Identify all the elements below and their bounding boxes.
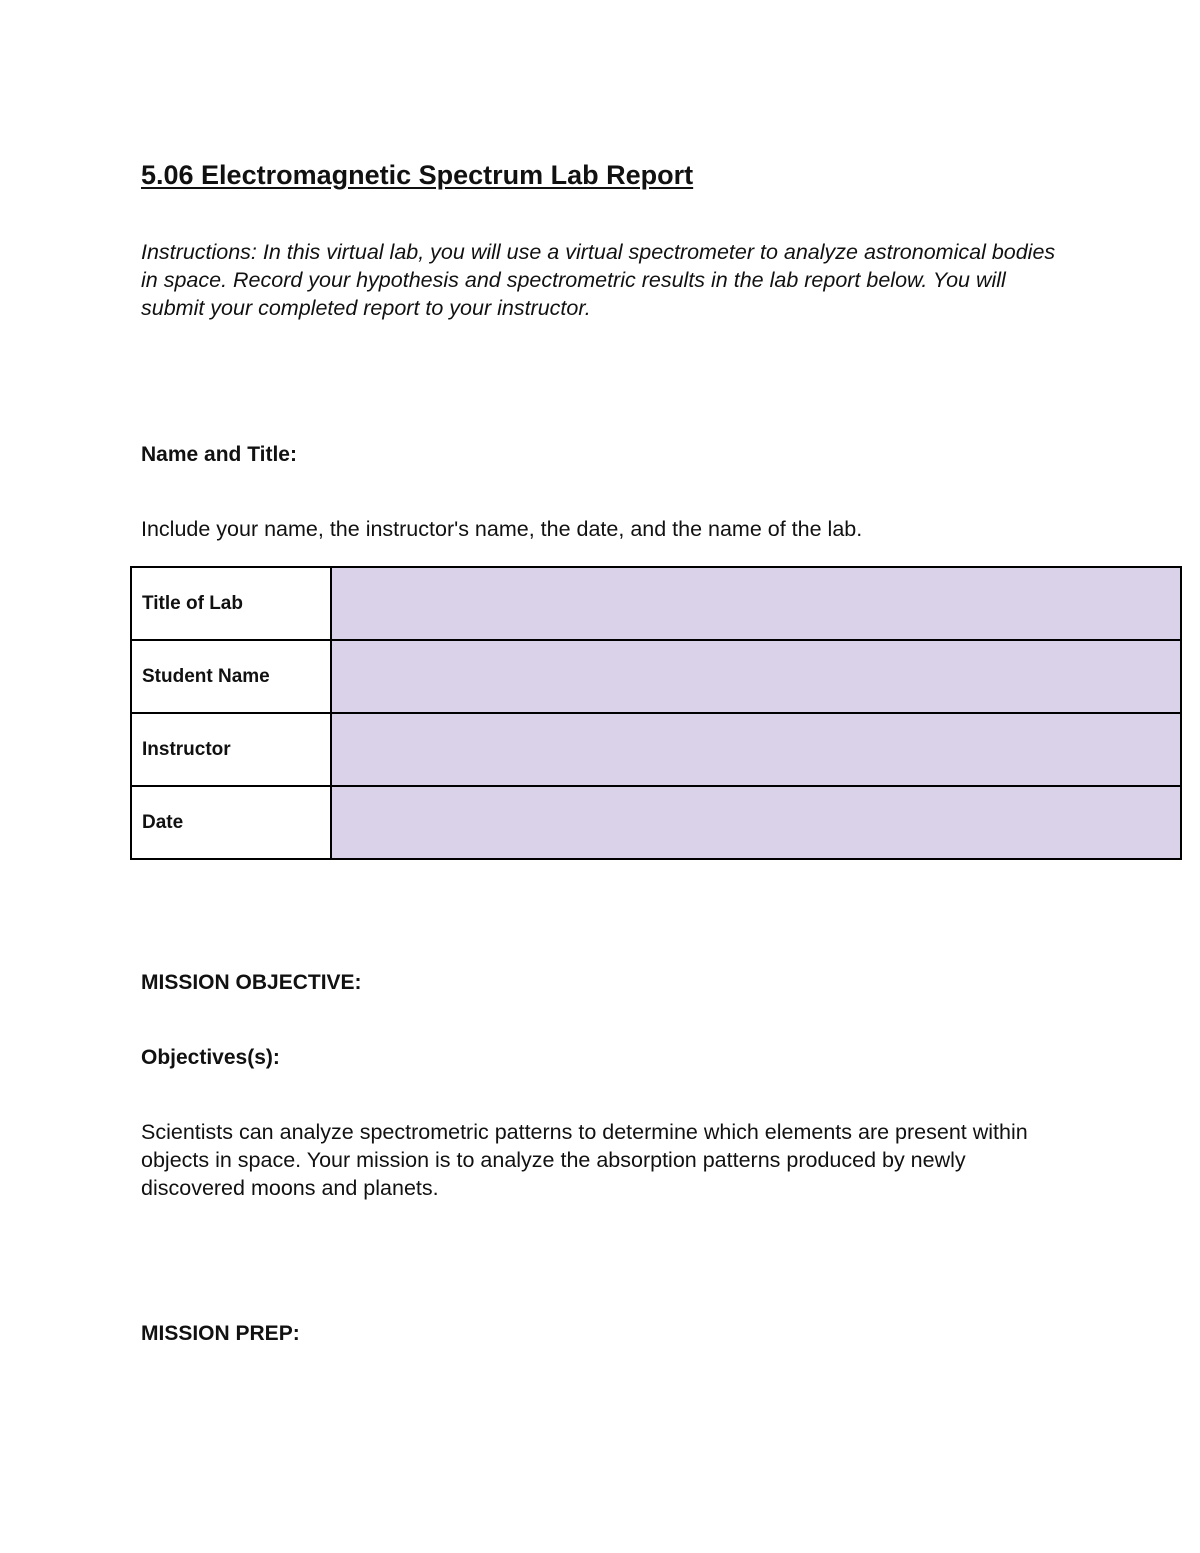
objectives-subheading: Objectives(s): [141, 1046, 280, 1069]
instructions-text: Instructions: In this virtual lab, you will use a virtual spectrometer to analyze astronomical bodies in space. Record your hypothesis and spectrometric results in the lab report below. You will submit your completed report to your instructor. [141, 240, 1056, 320]
student-name-field[interactable] [331, 640, 1181, 713]
mission-objective-heading: MISSION OBJECTIVE: [141, 971, 362, 994]
objectives-body-text: Scientists can analyze spectrometric patterns to determine which elements are present within objects in space. Your mission is to analyze the absorption patterns produced by newly discovered moons and planets. [141, 1120, 1028, 1200]
title-of-lab-field[interactable] [331, 567, 1181, 640]
name-and-title-heading: Name and Title: [141, 443, 297, 466]
date-field[interactable] [331, 786, 1181, 859]
instructor-label: Instructor [131, 713, 331, 786]
table-row [131, 713, 1181, 786]
student-name-label: Student Name [131, 640, 331, 713]
table-row [131, 640, 1181, 713]
instructor-field[interactable] [331, 713, 1181, 786]
page-title: 5.06 Electromagnetic Spectrum Lab Report [141, 160, 694, 190]
lab-info-table [130, 566, 1182, 860]
name-and-title-description: Include your name, the instructor's name, the date, and the name of the lab. [141, 517, 863, 541]
mission-prep-heading: MISSION PREP: [141, 1322, 300, 1345]
title-of-lab-label: Title of Lab [131, 567, 331, 640]
table-row [131, 786, 1181, 859]
table-row [131, 567, 1181, 640]
date-label: Date [131, 786, 331, 859]
